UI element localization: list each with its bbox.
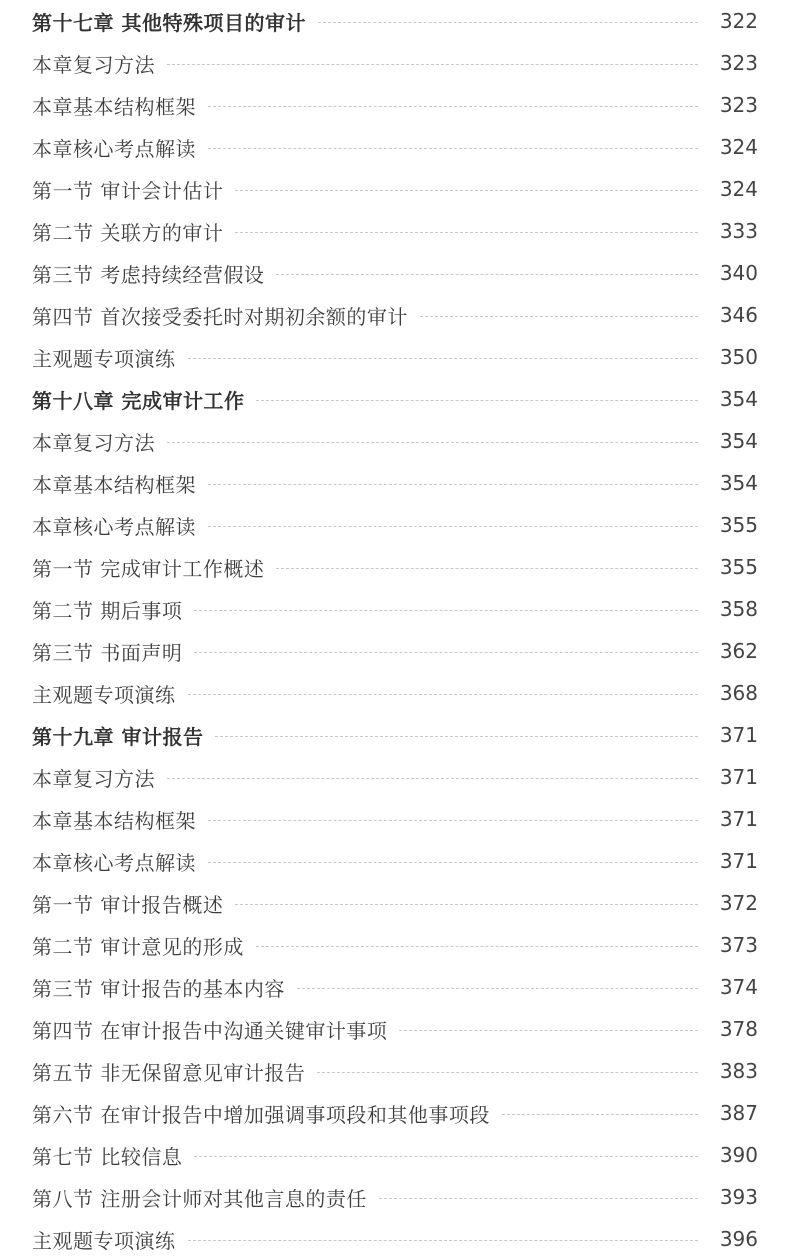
entry-title: 第三节 考虑持续经营假设 — [32, 262, 265, 287]
entry-title: 本章核心考点解读 — [32, 514, 196, 539]
toc-entry-row[interactable] — [32, 342, 758, 372]
page-number: 323 — [719, 93, 758, 117]
dotted-leader — [208, 484, 698, 485]
chapter-title: 第十七章 其他特殊项目的审计 — [32, 10, 306, 35]
toc-chapter-row[interactable] — [32, 720, 758, 750]
dotted-leader — [167, 64, 698, 65]
page-number: 393 — [719, 1185, 758, 1209]
page-number: 390 — [719, 1143, 758, 1167]
entry-title: 第二节 审计意见的形成 — [32, 934, 244, 959]
entry-title: 第六节 在审计报告中增加强调事项段和其他事项段 — [32, 1102, 490, 1127]
dotted-leader — [167, 442, 698, 443]
entry-title: 第五节 非无保留意见审计报告 — [32, 1060, 306, 1085]
dotted-leader — [208, 820, 698, 821]
toc-chapter-row[interactable] — [32, 6, 758, 36]
entry-title: 本章复习方法 — [32, 52, 155, 77]
toc-entry-row[interactable] — [32, 258, 758, 288]
dotted-leader — [208, 526, 698, 527]
page-number: 371 — [719, 765, 758, 789]
dotted-leader — [194, 610, 697, 611]
toc-entry-row[interactable] — [32, 636, 758, 666]
page-number: 354 — [719, 471, 758, 495]
page-number: 324 — [719, 177, 758, 201]
dotted-leader — [167, 778, 698, 779]
page-number: 333 — [719, 219, 758, 243]
dotted-leader — [194, 652, 697, 653]
dotted-leader — [502, 1114, 698, 1115]
entry-title: 第一节 审计会计估计 — [32, 178, 224, 203]
dotted-leader — [420, 316, 698, 317]
dotted-leader — [256, 946, 698, 947]
dotted-leader — [188, 1240, 698, 1241]
toc-entry-row[interactable] — [32, 1224, 758, 1254]
page-number: 355 — [719, 555, 758, 579]
toc-entry-row[interactable] — [32, 132, 758, 162]
toc-entry-row[interactable] — [32, 552, 758, 582]
toc-entry-row[interactable] — [32, 1014, 758, 1044]
toc-entry-row[interactable] — [32, 468, 758, 498]
page-number: 340 — [719, 261, 758, 285]
dotted-leader — [399, 1030, 697, 1031]
entry-title: 第二节 期后事项 — [32, 598, 183, 623]
page-number: 383 — [719, 1059, 758, 1083]
toc-entry-row[interactable] — [32, 678, 758, 708]
toc-entry-row[interactable] — [32, 846, 758, 876]
dotted-leader — [256, 400, 697, 401]
entry-title: 本章复习方法 — [32, 430, 155, 455]
entry-title: 本章核心考点解读 — [32, 136, 196, 161]
entry-title: 本章核心考点解读 — [32, 850, 196, 875]
toc-entry-row[interactable] — [32, 888, 758, 918]
toc-entry-row[interactable] — [32, 1098, 758, 1128]
page-number: 371 — [719, 849, 758, 873]
toc-entry-row[interactable] — [32, 762, 758, 792]
page-number: 323 — [719, 51, 758, 75]
toc-entry-row[interactable] — [32, 174, 758, 204]
toc-entry-row[interactable] — [32, 1182, 758, 1212]
page-number: 371 — [719, 723, 758, 747]
entry-title: 第三节 审计报告的基本内容 — [32, 976, 285, 1001]
dotted-leader — [379, 1198, 698, 1199]
dotted-leader — [235, 232, 697, 233]
page-number: 372 — [719, 891, 758, 915]
toc-entry-row[interactable] — [32, 48, 758, 78]
dotted-leader — [235, 190, 697, 191]
page-number: 354 — [719, 387, 758, 411]
page-number: 354 — [719, 429, 758, 453]
toc-entry-row[interactable] — [32, 90, 758, 120]
entry-title: 第四节 首次接受委托时对期初余额的审计 — [32, 304, 408, 329]
entry-title: 主观题专项演练 — [32, 346, 176, 371]
toc-entry-row[interactable] — [32, 1056, 758, 1086]
entry-title: 主观题专项演练 — [32, 682, 176, 707]
chapter-title: 第十八章 完成审计工作 — [32, 388, 245, 413]
entry-title: 第七节 比较信息 — [32, 1144, 183, 1169]
entry-title: 本章基本结构框架 — [32, 472, 196, 497]
toc-entry-row[interactable] — [32, 300, 758, 330]
page-number: 346 — [719, 303, 758, 327]
page-number: 371 — [719, 807, 758, 831]
page-number: 358 — [719, 597, 758, 621]
entry-title: 第八节 注册会计师对其他言息的责任 — [32, 1186, 367, 1211]
chapter-title: 第十九章 审计报告 — [32, 724, 204, 749]
dotted-leader — [276, 274, 697, 275]
entry-title: 第二节 关联方的审计 — [32, 220, 224, 245]
page-number: 355 — [719, 513, 758, 537]
page-number: 374 — [719, 975, 758, 999]
entry-title: 第一节 完成审计工作概述 — [32, 556, 265, 581]
toc-entry-row[interactable] — [32, 426, 758, 456]
toc-entry-row[interactable] — [32, 804, 758, 834]
entry-title: 第一节 审计报告概述 — [32, 892, 224, 917]
entry-title: 本章复习方法 — [32, 766, 155, 791]
dotted-leader — [208, 106, 698, 107]
toc-entry-row[interactable] — [32, 930, 758, 960]
page-number: 387 — [719, 1101, 758, 1125]
dotted-leader — [208, 148, 698, 149]
dotted-leader — [297, 988, 698, 989]
page-number: 322 — [719, 9, 758, 33]
page-number: 362 — [719, 639, 758, 663]
dotted-leader — [318, 22, 698, 23]
dotted-leader — [208, 862, 698, 863]
page-number: 368 — [719, 681, 758, 705]
toc-entry-row[interactable] — [32, 216, 758, 246]
entry-title: 本章基本结构框架 — [32, 808, 196, 833]
dotted-leader — [215, 736, 697, 737]
toc-entry-row[interactable] — [32, 1140, 758, 1170]
dotted-leader — [194, 1156, 697, 1157]
entry-title: 主观题专项演练 — [32, 1228, 176, 1253]
toc-chapter-row[interactable] — [32, 384, 758, 414]
dotted-leader — [235, 904, 697, 905]
dotted-leader — [317, 1072, 697, 1073]
page-number: 350 — [719, 345, 758, 369]
page-number: 378 — [719, 1017, 758, 1041]
dotted-leader — [276, 568, 697, 569]
entry-title: 第四节 在审计报告中沟通关键审计事项 — [32, 1018, 388, 1043]
toc-entry-row[interactable] — [32, 510, 758, 540]
page-number: 324 — [719, 135, 758, 159]
toc-entry-row[interactable] — [32, 594, 758, 624]
dotted-leader — [188, 358, 698, 359]
entry-title: 第三节 书面声明 — [32, 640, 183, 665]
page-number: 373 — [719, 933, 758, 957]
entry-title: 本章基本结构框架 — [32, 94, 196, 119]
page-number: 396 — [719, 1227, 758, 1251]
dotted-leader — [188, 694, 698, 695]
toc-entry-row[interactable] — [32, 972, 758, 1002]
